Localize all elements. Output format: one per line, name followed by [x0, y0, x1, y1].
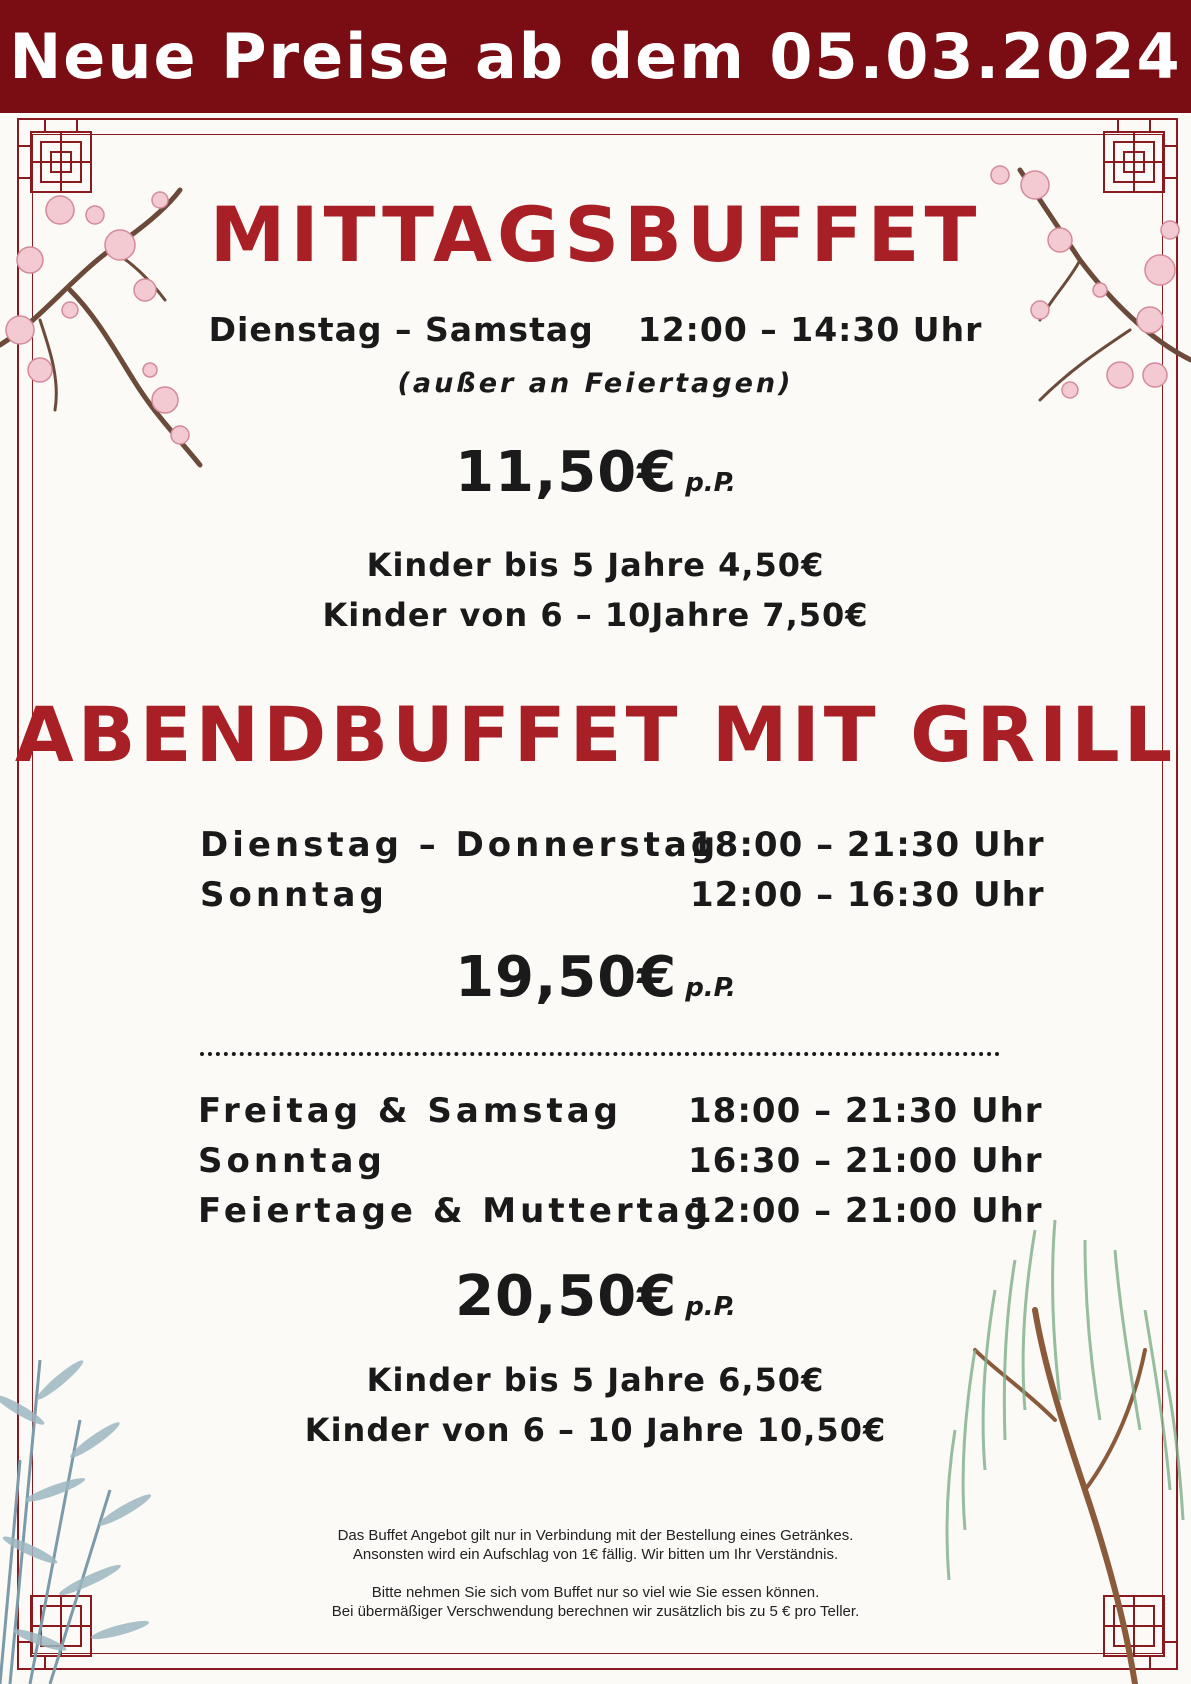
- dotted-divider: [200, 1052, 1000, 1056]
- schedule-time: 12:00 – 16:30 Uhr: [690, 875, 1045, 915]
- schedule-day: Dienstag – Donnerstag: [200, 825, 720, 865]
- dinner-title: ABENDBUFFET MIT GRILL: [14, 690, 1177, 779]
- schedule-row: [198, 1186, 1043, 1236]
- dinner-price-b-value: 20,50€: [455, 1264, 678, 1329]
- lunch-kids-prices: [0, 540, 1191, 640]
- dinner-kids-prices: [0, 1355, 1191, 1455]
- header-banner: [0, 0, 1191, 113]
- schedule-day: Sonntag: [200, 875, 388, 915]
- dinner-kids-line: Kinder von 6 – 10 Jahre 10,50€: [304, 1411, 887, 1449]
- schedule-day: Freitag & Samstag: [198, 1091, 623, 1131]
- schedule-row: [200, 870, 1045, 920]
- dinner-schedule-b: [198, 1086, 1043, 1246]
- per-person-label: p.P.: [685, 468, 736, 498]
- header-title: Neue Preise ab dem 05.03.2024: [9, 20, 1182, 93]
- schedule-time: 12:00 – 21:00 Uhr: [688, 1191, 1043, 1231]
- lunch-price-value: 11,50€: [455, 440, 678, 505]
- lunch-kids-line: Kinder bis 5 Jahre 4,50€: [366, 546, 825, 584]
- lunch-days: Dienstag – Samstag: [208, 310, 594, 349]
- schedule-time: 18:00 – 21:30 Uhr: [688, 1091, 1043, 1131]
- schedule-row: [200, 820, 1045, 870]
- lunch-kids-line: Kinder von 6 – 10Jahre 7,50€: [322, 596, 869, 634]
- lunch-note: (außer an Feiertagen): [397, 368, 794, 399]
- schedule-day: Feiertage & Muttertag: [198, 1191, 713, 1231]
- footer-line: Bitte nehmen Sie sich vom Buffet nur so viel wie Sie essen können.: [371, 1584, 820, 1601]
- footer-line: Ansonsten wird ein Aufschlag von 1€ fällig. Wir bitten um Ihr Verständnis.: [352, 1546, 839, 1563]
- dinner-kids-line: Kinder bis 5 Jahre 6,50€: [366, 1361, 825, 1399]
- footer-note-waste: [0, 1583, 1191, 1621]
- dinner-price-a-value: 19,50€: [455, 945, 678, 1010]
- lunch-time: 12:00 – 14:30 Uhr: [637, 310, 983, 349]
- schedule-day: Sonntag: [198, 1141, 386, 1181]
- schedule-row: [198, 1086, 1043, 1136]
- schedule-time: 16:30 – 21:00 Uhr: [688, 1141, 1043, 1181]
- per-person-label: p.P.: [685, 973, 736, 1003]
- lunch-price: [0, 440, 1191, 505]
- lunch-hours: [0, 310, 1191, 349]
- dinner-price-b: [0, 1264, 1191, 1329]
- footer-note-drinks: [0, 1526, 1191, 1564]
- dinner-price-a: [0, 945, 1191, 1010]
- per-person-label: p.P.: [685, 1292, 736, 1322]
- schedule-time: 18:00 – 21:30 Uhr: [690, 825, 1045, 865]
- footer-line: Das Buffet Angebot gilt nur in Verbindung mit der Bestellung eines Getränkes.: [337, 1527, 854, 1544]
- schedule-row: [198, 1136, 1043, 1186]
- footer-line: Bei übermäßiger Verschwendung berechnen wir zusätzlich bis zu 5 € pro Teller.: [331, 1603, 860, 1620]
- lunch-title: MITTAGSBUFFET: [209, 190, 982, 279]
- dinner-schedule-a: [200, 820, 1045, 930]
